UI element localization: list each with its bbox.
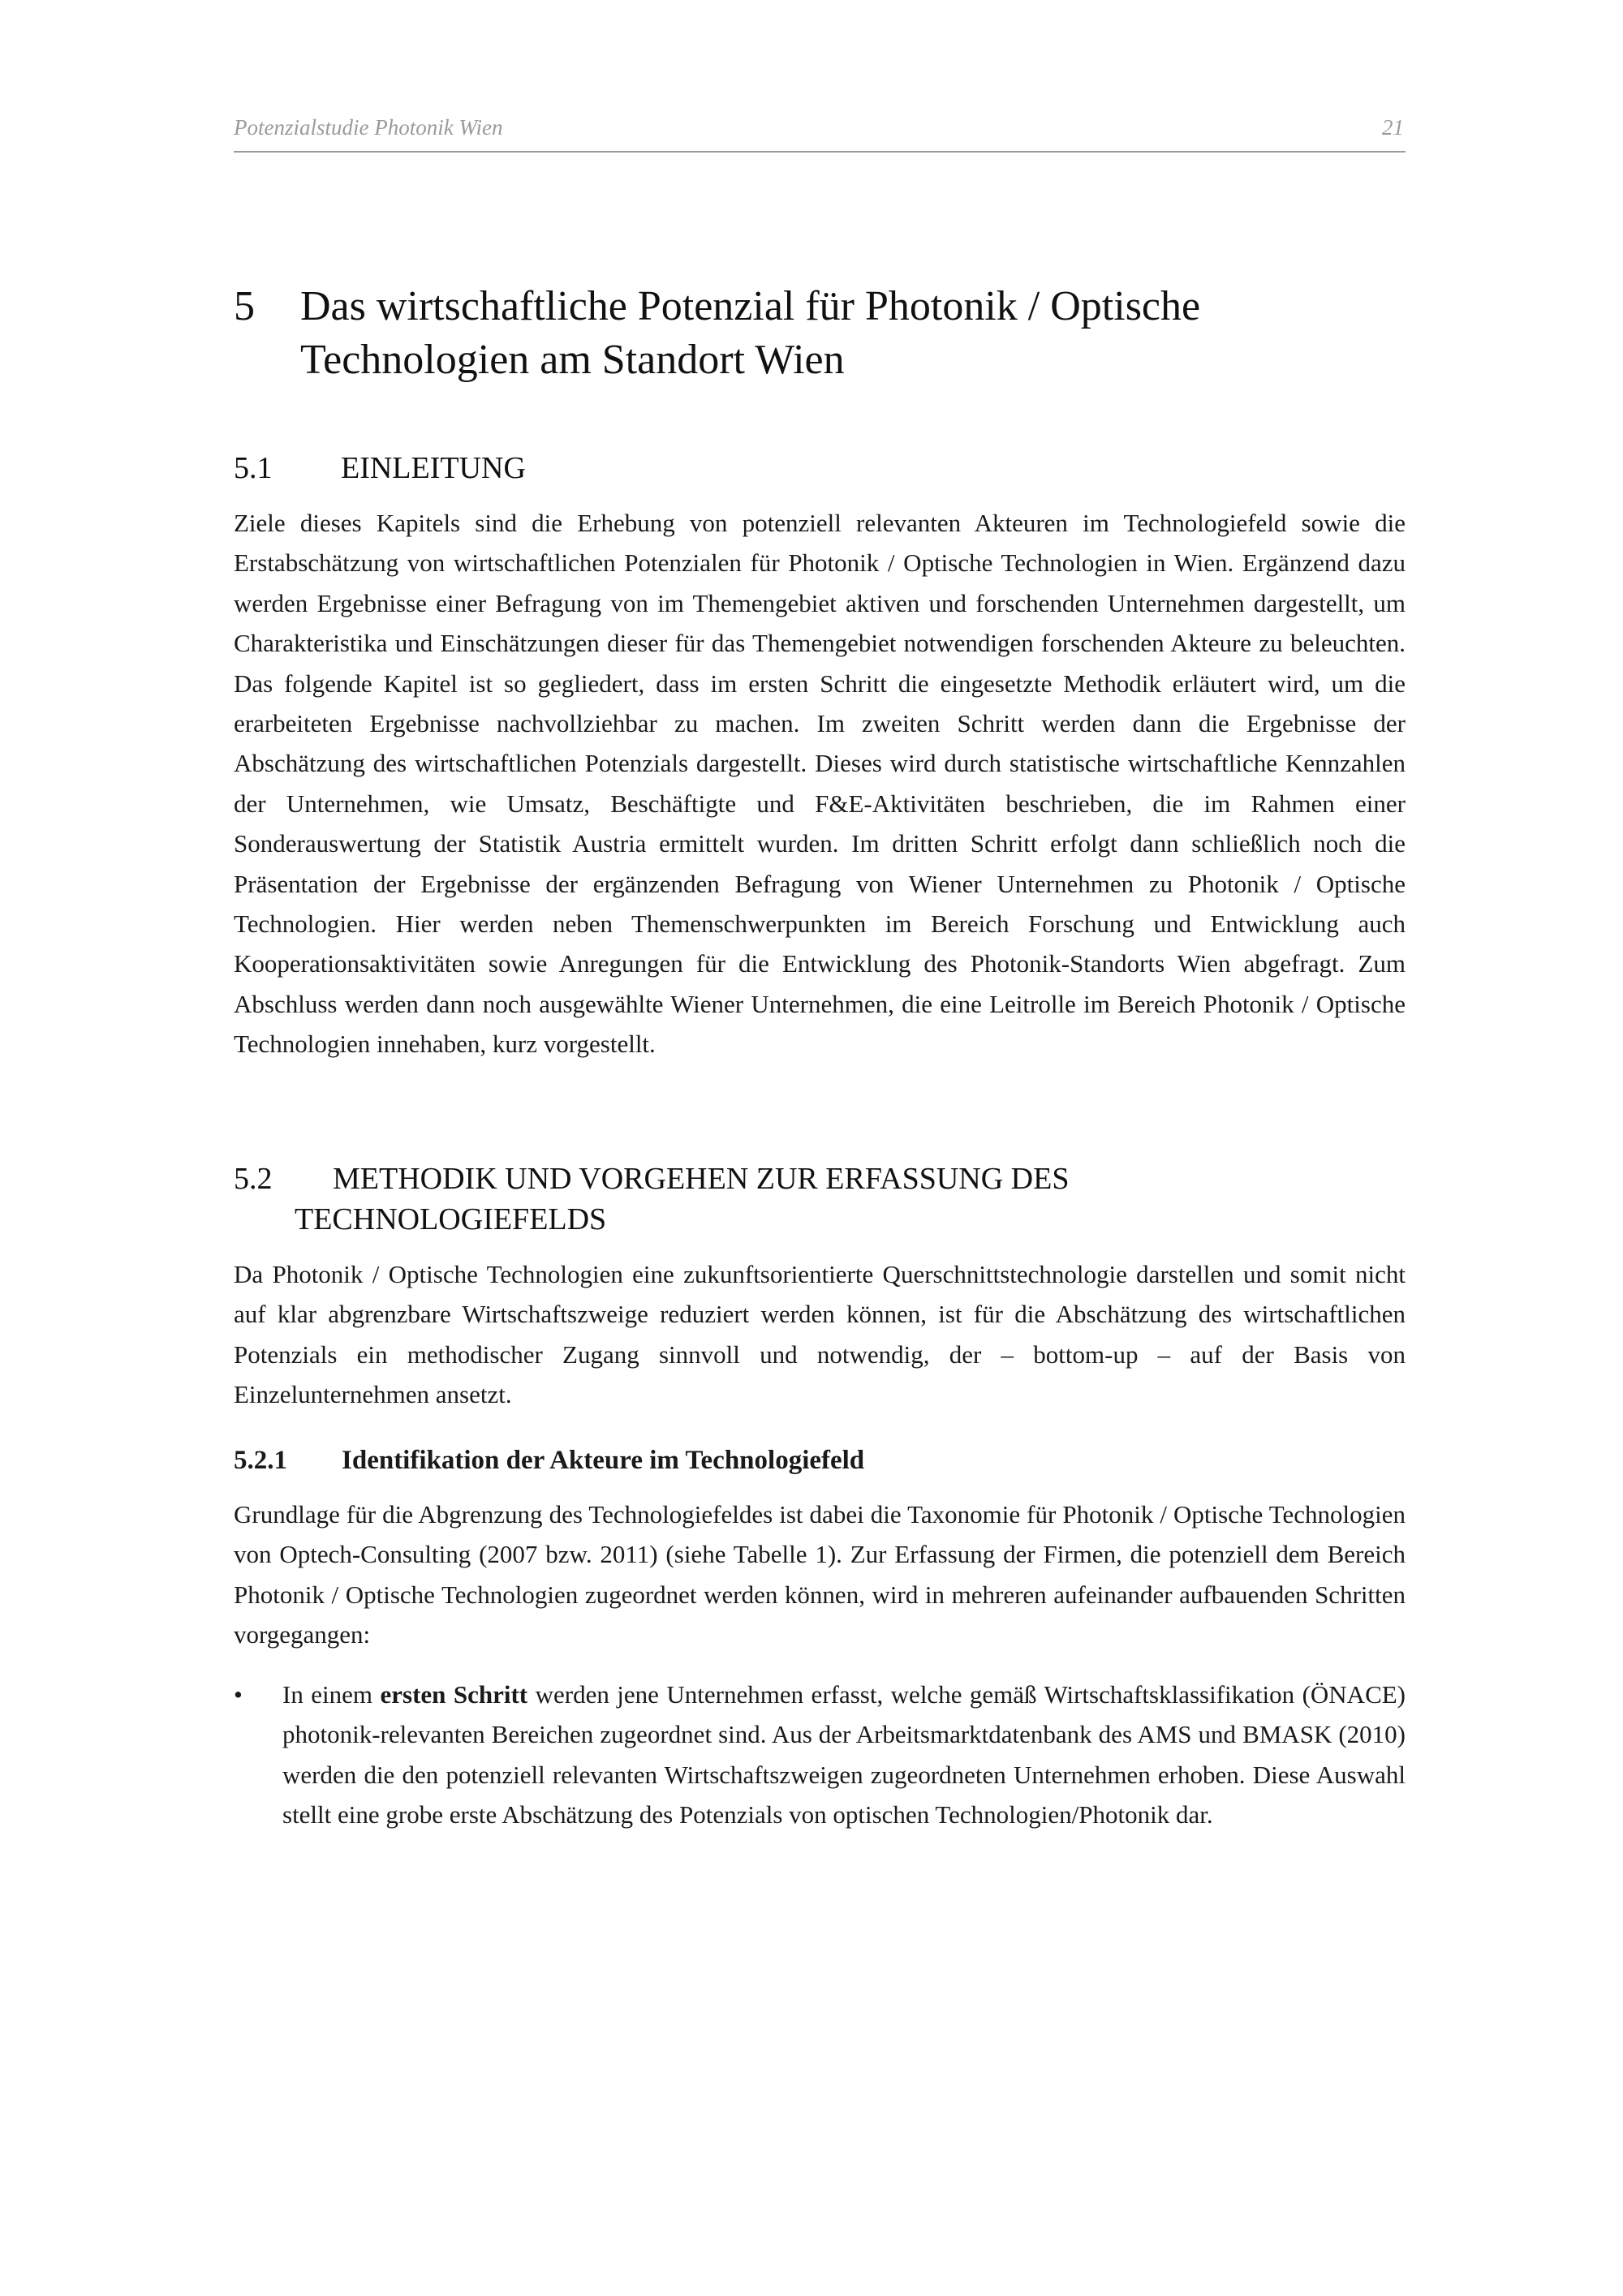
chapter-title [300,280,1406,387]
section-heading-5-1 [234,448,1406,488]
section-heading-5-2 [234,1159,1406,1240]
running-header-title: Potenzialstudie Photonik Wien [234,115,503,140]
subsection-title: Identifikation der Akteure im Technologiefeld [342,1446,865,1475]
paragraph-introduction: Ziele dieses Kapitels sind die Erhebung von potenziell relevanten Akteuren im Technologiefeld sowie die Erstabschätzung von wirtschaftlichen Potenzialen für Photonik / Optische Technologien in Wien. Ergänzend dazu werden Ergebnisse einer Befragung von im Themengebiet aktiven und forschenden Unternehmen dargestellt, um Charakteristika und Einschätzungen dieser für das Themengebiet notwendigen forschenden Akteure zu beleuchten. Das folgende Kapitel ist so gegliedert, dass im ersten Schritt die eingesetzte Methodik erläutert wird, um die erarbeiteten Ergebnisse nachvollziehbar zu machen. Im zweiten Schritt werden dann die Ergebnisse der Abschätzung des wirtschaftlichen Potenzials dargestellt. Dieses wird durch statistische wirtschaftliche Kennzahlen der Unternehmen, wie Umsatz, Beschäftigte und F&E-Aktivitäten beschrieben, die im Rahmen einer Sonderauswertung der Statistik Austria ermittelt wurden. Im dritten Schritt erfolgt dann schließlich noch die Präsentation der Ergebnisse der ergänzenden Befragung von Wiener Unternehmen zu Photonik / Optische Technologien. Hier werden neben Themenschwerpunkten im Bereich Forschung und Entwicklung auch Kooperationsaktivitäten sowie Anregungen für die Entwicklung des Photonik-Standorts Wien abgefragt. Zum Abschluss werden dann noch ausgewählte Wiener Unternehmen, die eine Leitrolle im Bereich Photonik / Optische Technologien innehaben, kurz vorgestellt. [234,509,1406,1059]
paragraph-methodology: Da Photonik / Optische Technologien eine zukunftsorientierte Querschnittstechnologie darstellen und somit nicht auf klar abgrenzbare Wirtschaftszweige reduziert werden können, ist für die Abschätzung des wirtschaftlichen Potenzials ein methodischer Zugang sinnvoll und notwendig, der – bottom-up – auf der Basis von Einzelunternehmen ansetzt. [234,1260,1406,1409]
chapter-title-line-2: Technologien am Standort Wien [300,337,845,383]
section-title-line-2: TECHNOLOGIEFELDS [295,1202,607,1236]
paragraph-identification: Grundlage für die Abgrenzung des Technologiefeldes ist dabei die Taxonomie für Photonik / Optische Technologien von Optech-Consulting (2007 bzw. 2011) (siehe Tabelle 1). Zur Erfassung der Firmen, die potenziell dem Bereich Photonik / Optische Technologien zugeordnet werden können, wird in mehreren aufeinander aufbauenden Schritten vorgegangen: [234,1500,1406,1649]
bullet-marker: • [234,1680,243,1709]
chapter-title-line-1: Das wirtschaftliche Potenzial für Photonik / Optische [300,283,1201,329]
bullet-prefix: In einem [282,1680,381,1709]
bullet-list [234,1675,1406,1835]
list-item [234,1675,1406,1835]
subsection-heading-5-2-1 [234,1443,1406,1478]
running-header [234,112,1406,153]
bullet-text: werden jene Unternehmen erfasst, welche gemäß Wirtschaftsklassifikation (ÖNACE) photonik-relevanten Bereichen zugeordnet sind. Aus der Arbeitsmarktdatenbank des AMS und BMASK (2010) werden die den potenziell relevanten Wirtschaftszweigen zugeordneten Unternehmen erhoben. Diese Auswahl stellt eine grobe erste Abschätzung des Potenzials von optischen Technologien/Photonik dar. [282,1680,1406,1829]
section-number: 5.1 [234,451,273,485]
chapter-heading [234,280,1406,387]
page-number: 21 [1382,115,1404,140]
section-number: 5.2 [234,1162,273,1196]
bullet-bold-term: ersten Schritt [380,1680,528,1709]
subsection-number: 5.2.1 [234,1446,287,1475]
chapter-number: 5 [234,283,255,329]
section-title-line-1: METHODIK UND VORGEHEN ZUR ERFASSUNG DES [333,1162,1070,1196]
section-title: EINLEITUNG [341,451,526,485]
